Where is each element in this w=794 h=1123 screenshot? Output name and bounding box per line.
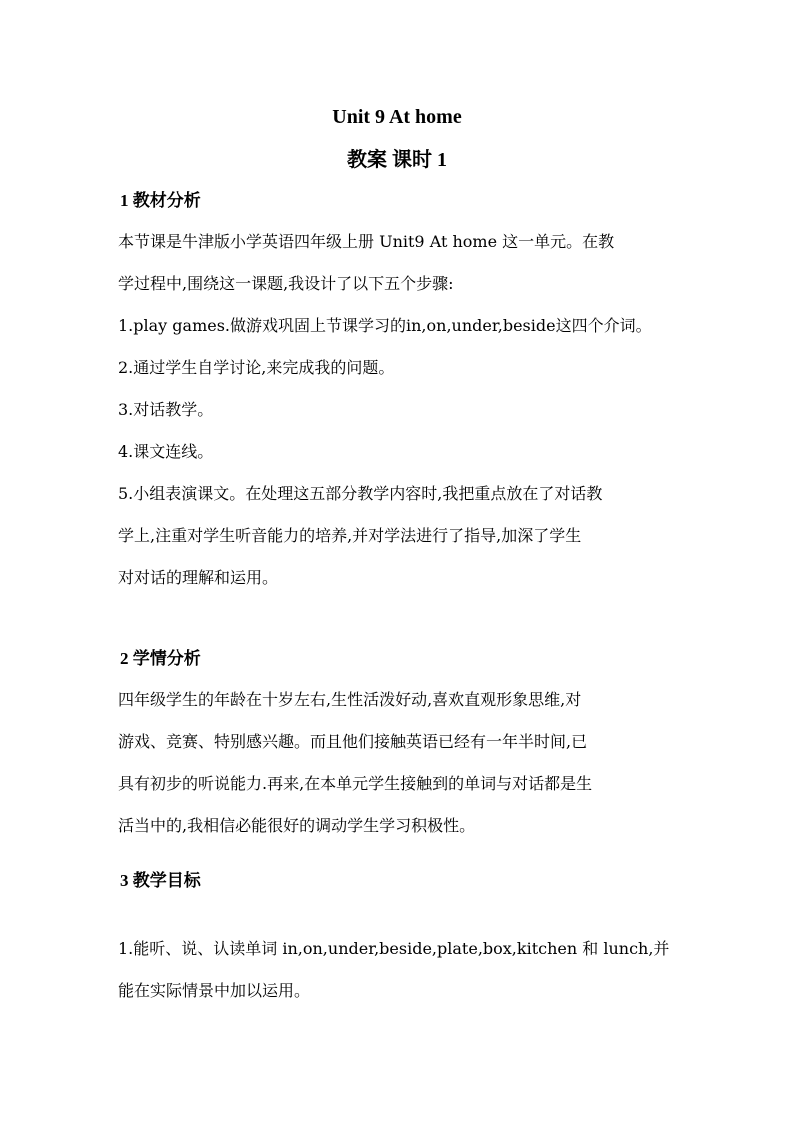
section-1-line-7: 5.小组表演课文。在处理这五部分教学内容时,我把重点放在了对话教 [118, 484, 603, 503]
section-1-line-1: 本节课是牛津版小学英语四年级上册 Unit9 At home 这一单元。在教 [118, 232, 615, 251]
section-1-line-4: 2.通过学生自学讨论,来完成我的问题。 [118, 358, 395, 377]
document-subtitle: 教案 课时 1 [347, 149, 447, 171]
section-1-line-8: 学上,注重对学生听音能力的培养,并对学法进行了指导,加深了学生 [118, 526, 582, 545]
section-2-line-1: 四年级学生的年龄在十岁左右,生性活泼好动,喜欢直观形象思维,对 [118, 690, 582, 709]
section-heading-1: 1 教材分析 [120, 191, 201, 210]
section-heading-3: 3 教学目标 [120, 871, 201, 890]
section-2-line-3: 具有初步的听说能力.再来,在本单元学生接触到的单词与对话都是生 [118, 774, 593, 793]
section-1-line-6: 4.课文连线。 [118, 442, 214, 461]
section-3-line-2: 能在实际情景中加以运用。 [118, 981, 311, 1000]
section-1-line-3: 1.play games.做游戏巩固上节课学习的in,on,under,beside这四个介词。 [118, 316, 652, 335]
section-1-line-2: 学过程中,围绕这一课题,我设计了以下五个步骤: [118, 274, 454, 293]
section-3-line-1: 1.能听、说、认读单词 in,on,under,beside,plate,box,kitchen 和 lunch,并 [118, 939, 670, 958]
section-2-line-2: 游戏、竞赛、特别感兴趣。而且他们接触英语已经有一年半时间,已 [118, 732, 588, 751]
section-1-line-5: 3.对话教学。 [118, 400, 214, 419]
document-title: Unit 9 At home [332, 106, 462, 128]
section-heading-2: 2 学情分析 [120, 649, 201, 668]
section-1-line-9: 对对话的理解和运用。 [118, 568, 279, 587]
section-2-line-4: 活当中的,我相信必能很好的调动学生学习积极性。 [118, 816, 476, 835]
